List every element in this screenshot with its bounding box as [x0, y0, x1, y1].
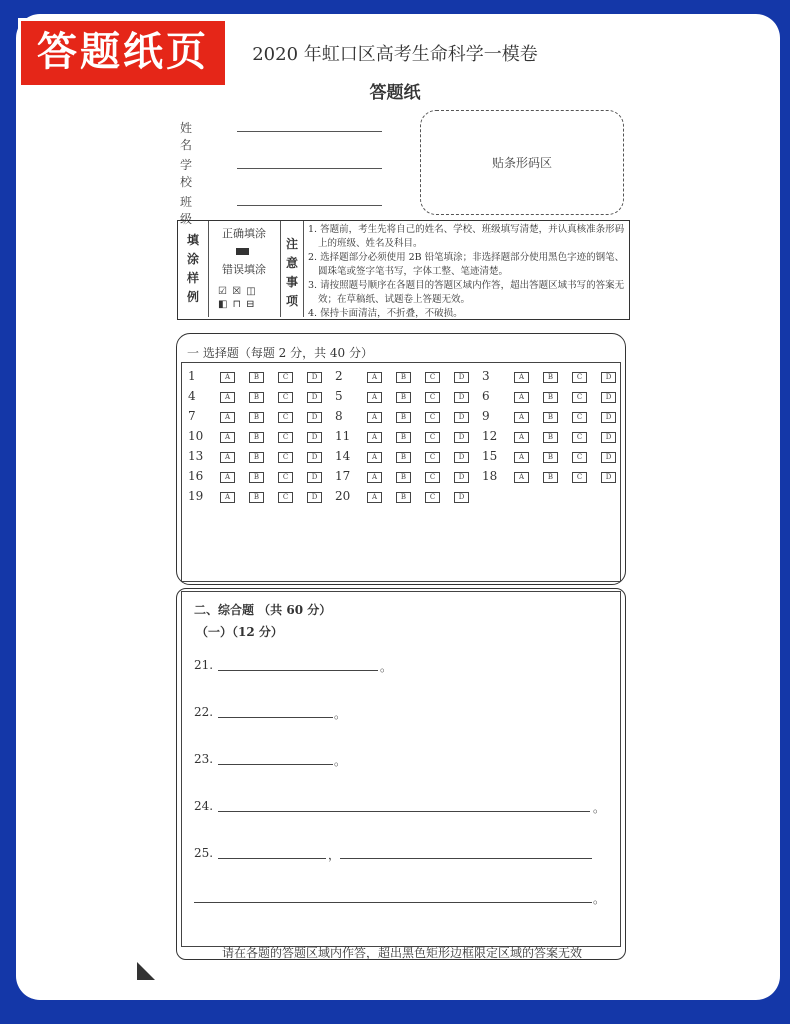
option-bubble-b[interactable]: B [249, 452, 264, 463]
answer-23-period: 。 [334, 754, 347, 768]
option-bubble-a[interactable]: A [220, 472, 235, 483]
option-bubble-c[interactable]: C [278, 372, 293, 383]
answer-25[interactable] [194, 846, 220, 860]
option-bubble-c[interactable]: C [278, 392, 293, 403]
class-label: 班 级 [180, 195, 217, 226]
notice-item: 3. 请按照题号顺序在各题目的答题区域内作答，超出答题区域书写的答案无效；在草稿纸、试题卷上答题无效。 [308, 280, 625, 305]
notice-header-cell [280, 221, 304, 317]
question-number: 14 [335, 449, 351, 463]
choice-question [335, 429, 475, 445]
option-bubble-b[interactable]: B [249, 412, 264, 423]
option-bubble-b[interactable]: B [249, 432, 264, 443]
option-bubble-d[interactable]: D [454, 412, 469, 423]
question-number: 1 [188, 369, 196, 383]
notice-item: 4. 保持卡面清洁，不折叠，不破损。 [308, 308, 463, 319]
choice-section-title: 一 选择题（每题 2 分，共 40 分） [187, 346, 373, 360]
option-bubble-b[interactable]: B [396, 412, 411, 423]
wrong-fill-marks-row2: ◧ ⊓ ⊟ [218, 299, 256, 310]
option-bubble-b[interactable]: B [396, 472, 411, 483]
question-number: 22. [194, 705, 214, 719]
choice-question [335, 489, 475, 505]
option-bubble-d[interactable]: D [307, 492, 322, 503]
option-bubble-b[interactable]: B [543, 372, 558, 383]
option-bubble-c[interactable]: C [572, 392, 587, 403]
option-bubble-d[interactable]: D [454, 472, 469, 483]
option-bubble-d[interactable]: D [307, 452, 322, 463]
answer-21-line[interactable] [218, 670, 378, 671]
option-bubble-b[interactable]: B [249, 492, 264, 503]
option-bubble-b[interactable]: B [396, 372, 411, 383]
option-bubble-c[interactable]: C [572, 472, 587, 483]
answer-22-period: 。 [334, 707, 347, 721]
wrong-fill-label: 错误填涂 [222, 263, 266, 276]
option-bubble-a[interactable]: A [514, 372, 529, 383]
question-number: 19 [188, 489, 204, 503]
option-bubble-c[interactable]: C [425, 492, 440, 503]
option-bubble-d[interactable]: D [454, 492, 469, 503]
choice-question [482, 429, 622, 445]
choice-question [188, 449, 328, 465]
synthesis-footer-note: 请在各题的答题区域内作答，超出黑色矩形边框限定区域的答案无效 [221, 946, 582, 960]
school-field[interactable] [180, 156, 230, 190]
question-number: 3 [482, 369, 490, 383]
question-number: 8 [335, 409, 343, 423]
wrong-fill-marks-row1: ☑ ☒ ◫ [218, 286, 257, 297]
option-bubble-c[interactable]: C [425, 432, 440, 443]
choice-question [188, 369, 328, 385]
question-number: 23. [194, 752, 214, 766]
option-bubble-c[interactable]: C [278, 432, 293, 443]
answer-24-period: 。 [593, 801, 606, 815]
option-bubble-d[interactable]: D [601, 412, 616, 423]
option-bubble-c[interactable]: C [425, 392, 440, 403]
fill-sample-header-cell [178, 221, 209, 317]
option-bubble-b[interactable]: B [396, 492, 411, 503]
question-number: 21. [194, 658, 214, 672]
option-bubble-c[interactable]: C [278, 452, 293, 463]
option-bubble-b[interactable]: B [543, 472, 558, 483]
correct-fill-mark [236, 248, 249, 255]
option-bubble-c[interactable]: C [425, 452, 440, 463]
option-bubble-a[interactable]: A [367, 472, 382, 483]
option-bubble-a[interactable]: A [514, 472, 529, 483]
answer-25-line-a[interactable] [218, 858, 326, 859]
option-bubble-c[interactable]: C [572, 372, 587, 383]
option-bubble-b[interactable]: B [543, 432, 558, 443]
choice-question [335, 409, 475, 425]
option-bubble-d[interactable]: D [307, 432, 322, 443]
option-bubble-d[interactable]: D [601, 372, 616, 383]
synthesis-title: 二、综合题 （共 60 分） [194, 603, 332, 617]
synthesis-subtitle: （一）（12 分） [196, 625, 283, 639]
option-bubble-a[interactable]: A [514, 432, 529, 443]
option-bubble-b[interactable]: B [249, 392, 264, 403]
fill-sample-header: 填涂样例 [186, 233, 199, 304]
question-number: 2 [335, 369, 343, 383]
choice-question [188, 389, 328, 405]
option-bubble-b[interactable]: B [396, 432, 411, 443]
answer-21[interactable] [194, 658, 220, 672]
option-bubble-a[interactable]: A [220, 492, 235, 503]
option-bubble-a[interactable]: A [514, 392, 529, 403]
option-bubble-c[interactable]: C [278, 412, 293, 423]
question-number: 13 [188, 449, 204, 463]
choice-question [188, 409, 328, 425]
question-number: 6 [482, 389, 490, 403]
fill-sample [208, 221, 280, 317]
question-number: 9 [482, 409, 490, 423]
answer-23[interactable] [194, 752, 220, 766]
answer-25-line-c[interactable] [194, 902, 592, 903]
choice-grid [181, 362, 621, 582]
option-bubble-b[interactable]: B [543, 452, 558, 463]
option-bubble-a[interactable]: A [367, 412, 382, 423]
option-bubble-a[interactable]: A [220, 392, 235, 403]
choice-question [335, 389, 475, 405]
option-bubble-b[interactable]: B [396, 452, 411, 463]
question-number: 15 [482, 449, 498, 463]
option-bubble-c[interactable]: C [572, 432, 587, 443]
question-number: 10 [188, 429, 204, 443]
name-line [237, 131, 382, 132]
notice-item: 1. 答题前，考生先将自己的姓名、学校、班级填写清楚，并认真核准条形码上的班级、姓名及科目。 [308, 224, 625, 249]
option-bubble-d[interactable]: D [454, 392, 469, 403]
question-number: 24. [194, 799, 214, 813]
choice-question [482, 449, 622, 465]
choice-question [482, 469, 622, 485]
choice-question [482, 409, 622, 425]
page-badge: 答题纸页 [18, 18, 228, 88]
answer-23-line[interactable] [218, 764, 333, 765]
option-bubble-d[interactable]: D [307, 392, 322, 403]
question-number: 7 [188, 409, 196, 423]
notice-item: 2. 选择题部分必须使用 2B 铅笔填涂；非选择题部分使用黑色字迹的钢笔、圆珠笔或签字笔书写，字体工整、笔迹清楚。 [308, 252, 625, 277]
option-bubble-d[interactable]: D [307, 472, 322, 483]
option-bubble-b[interactable]: B [543, 412, 558, 423]
answer-21-period: 。 [380, 660, 393, 674]
choice-question [188, 489, 328, 505]
choice-section [176, 333, 626, 585]
option-bubble-a[interactable]: A [220, 412, 235, 423]
option-bubble-c[interactable]: C [425, 472, 440, 483]
option-bubble-d[interactable]: D [454, 432, 469, 443]
option-bubble-a[interactable]: A [367, 372, 382, 383]
alignment-mark-icon [137, 962, 155, 980]
question-number: 17 [335, 469, 351, 483]
choice-question [188, 469, 328, 485]
question-number: 16 [188, 469, 204, 483]
option-bubble-a[interactable]: A [367, 392, 382, 403]
sheet-title: 答题纸 [369, 83, 421, 103]
answer-24-line[interactable] [218, 811, 590, 812]
option-bubble-a[interactable]: A [220, 432, 235, 443]
answer-25-line-b[interactable] [340, 858, 592, 859]
choice-question [335, 469, 475, 485]
option-bubble-a[interactable]: A [220, 452, 235, 463]
notice-header: 注意事项 [285, 237, 298, 308]
school-line [237, 168, 382, 169]
option-bubble-b[interactable]: B [396, 392, 411, 403]
synthesis-section [176, 588, 626, 960]
notice-items [308, 223, 626, 321]
option-bubble-c[interactable]: C [425, 372, 440, 383]
answer-22[interactable] [194, 705, 220, 719]
choice-question [482, 389, 622, 405]
school-label: 学 校 [180, 158, 217, 189]
synthesis-box [181, 591, 621, 947]
choice-question [188, 429, 328, 445]
exam-title: 2020 年虹口区高考生命科学一模卷 [252, 44, 538, 65]
name-field[interactable] [180, 119, 230, 153]
option-bubble-c[interactable]: C [572, 412, 587, 423]
option-bubble-d[interactable]: D [454, 372, 469, 383]
option-bubble-a[interactable]: A [514, 452, 529, 463]
question-number: 5 [335, 389, 343, 403]
answer-22-line[interactable] [218, 717, 333, 718]
answer-25-period: 。 [593, 892, 606, 906]
barcode-label: 贴条形码区 [491, 156, 552, 170]
option-bubble-c[interactable]: C [572, 452, 587, 463]
option-bubble-d[interactable]: D [307, 372, 322, 383]
name-label: 姓 名 [180, 121, 217, 152]
answer-25-comma: ， [328, 848, 341, 862]
option-bubble-d[interactable]: D [601, 452, 616, 463]
choice-question [335, 449, 475, 465]
answer-24[interactable] [194, 799, 220, 813]
barcode-area [420, 110, 624, 215]
correct-fill-label: 正确填涂 [222, 227, 266, 240]
question-number: 4 [188, 389, 196, 403]
question-number: 25. [194, 846, 214, 860]
option-bubble-d[interactable]: D [454, 452, 469, 463]
option-bubble-d[interactable]: D [601, 432, 616, 443]
option-bubble-a[interactable]: A [367, 492, 382, 503]
option-bubble-d[interactable]: D [601, 472, 616, 483]
question-number: 11 [335, 429, 351, 443]
choice-question [482, 369, 622, 385]
option-bubble-b[interactable]: B [249, 372, 264, 383]
option-bubble-b[interactable]: B [249, 472, 264, 483]
choice-question [335, 369, 475, 385]
option-bubble-c[interactable]: C [278, 492, 293, 503]
notice-box [177, 220, 630, 320]
option-bubble-a[interactable]: A [367, 432, 382, 443]
class-line [237, 205, 382, 206]
option-bubble-b[interactable]: B [543, 392, 558, 403]
option-bubble-d[interactable]: D [601, 392, 616, 403]
option-bubble-a[interactable]: A [220, 372, 235, 383]
option-bubble-c[interactable]: C [425, 412, 440, 423]
question-number: 20 [335, 489, 351, 503]
option-bubble-d[interactable]: D [307, 412, 322, 423]
question-number: 12 [482, 429, 498, 443]
option-bubble-a[interactable]: A [514, 412, 529, 423]
option-bubble-a[interactable]: A [367, 452, 382, 463]
option-bubble-c[interactable]: C [278, 472, 293, 483]
question-number: 18 [482, 469, 498, 483]
